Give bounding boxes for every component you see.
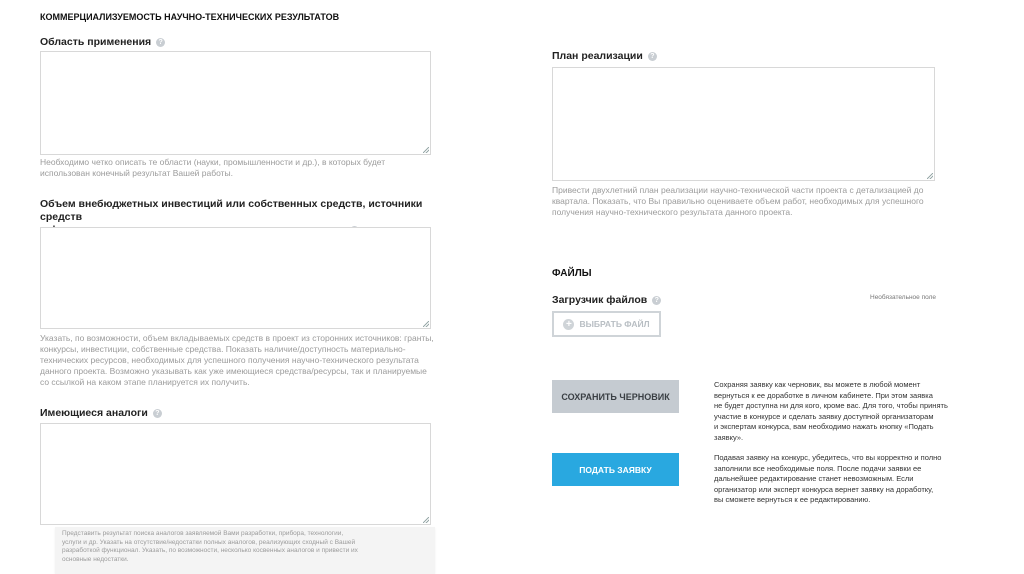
area-textarea[interactable] [40,51,431,155]
resize-handle-icon[interactable] [423,517,429,523]
note-line: заявку». [714,432,744,442]
area-label-text: Область применения [40,36,152,48]
plan-hint [552,185,952,218]
help-icon[interactable]: ? [153,409,162,418]
analogs-field-label [40,407,162,420]
analogs-field-wrapper [40,423,431,525]
note-line: заполнили все необходимые поля. После подачи заявки ее [714,463,922,473]
hint-line: со ссылкой на каком этапе планируется их получить. [40,377,250,387]
note-line: Сохраняя заявку как черновик, вы можете в любой момент [714,380,921,389]
analogs-hint [55,527,435,564]
files-heading: ФАЙЛЫ [552,268,592,279]
area-hint [40,157,440,179]
hint-line: получения научно-технического результата данного проекта. [552,207,793,217]
analogs-hint-card [55,527,435,574]
note-line: участие в конкурсе и сделать заявку доступной организаторам [714,411,934,421]
hint-line: основные недостатки. [62,555,129,563]
area-field-wrapper [40,51,431,155]
choose-file-label: ВЫБРАТЬ ФАЙЛ [579,319,650,329]
help-icon[interactable]: ? [648,52,657,61]
investments-hint [40,333,445,388]
save-draft-button[interactable] [552,380,679,413]
hint-line: данного проекта. Возможно указывать как уже имеющиеся средства/ресурсы, так и планируемые [40,366,427,376]
hint-line: Необходимо четко описать те области (науки, промышленности и др.), в которых будет [40,157,386,167]
choose-file-button[interactable] [552,311,661,337]
hint-line: конкурсы, инвестиции, собственные средства. Показать наличие/доступность материально- [40,344,406,354]
analogs-label-text: Имеющиеся аналоги [40,407,148,419]
submit-label: ПОДАТЬ ЗАЯВКУ [579,464,652,475]
plan-field-wrapper [552,67,935,181]
hint-line: разработкой функционал. Указать, по возможности, несколько косвенных аналогов и привести их [62,547,358,554]
help-icon[interactable]: ? [156,38,165,47]
hint-line: Привести двухлетний план реализации научно-технической части проекта с детализацией до [552,185,924,195]
investments-textarea[interactable] [40,227,431,329]
save-draft-note [714,380,954,443]
note-line: Подавая заявку на конкурс, убедитесь, что вы корректно и полно [714,453,942,462]
hint-line: услуги и др. Указать на отсутствие/недостатки полных аналогов, реализующих сходный с Вашей [62,538,356,546]
hint-line: технических ресурсов, необходимых для успешного получения научно-технического результата [40,355,419,365]
note-line: и экспертам конкурса, вам необходимо нажать кнопку «Подать [714,422,934,431]
uploader-label [552,294,661,307]
plan-label-text: План реализации [552,50,643,62]
note-line: вернуться к ее доработке в личном кабинете. При этом заявка [714,390,933,400]
area-field-label [40,36,165,49]
plan-textarea[interactable] [552,67,935,181]
note-line: организатор или эксперт конкурса вернет заявку на доработку, [714,484,934,494]
help-icon[interactable]: ? [652,296,661,305]
hint-line: использован конечный результат Вашей работы. [40,168,234,178]
resize-handle-icon[interactable] [423,147,429,153]
section-title: КОММЕРЦИАЛИЗУЕМОСТЬ НАУЧНО-ТЕХНИЧЕСКИХ РЕЗУЛЬТАТОВ [40,12,340,22]
plan-field-label [552,50,657,63]
hint-line: квартала. Показать, что Вы правильно оцениваете объем работ, необходимых для успешного [552,196,924,206]
resize-handle-icon[interactable] [927,173,933,179]
resize-handle-icon[interactable] [423,321,429,327]
note-line: дальнейшее редактирование станет невозможным. Если [714,474,914,483]
save-draft-label: СОХРАНИТЬ ЧЕРНОВИК [561,391,670,402]
analogs-textarea[interactable] [40,423,431,525]
note-line: вы сможете вернуться к ее редактированию. [714,495,871,504]
submit-application-button[interactable] [552,453,679,486]
optional-note: Необязательное поле [870,294,936,301]
note-line: не будет доступна ни для кого, кроме вас. Для того, чтобы принять [714,401,948,410]
plus-circle-icon: + [563,319,574,330]
uploader-label-text: Загрузчик файлов [552,294,648,306]
submit-note [714,453,954,506]
investments-label-line: Объем внебюджетных инвестиций или собственных средств, источники средств [40,198,423,223]
hint-line: Представить результат поиска аналогов заявляемой Вами разработки, прибора, технологии, [62,530,344,537]
hint-line: Указать, по возможности, объем вкладываемых средств в проект из сторонних источников: гранты, [40,333,434,343]
investments-field-wrapper [40,227,431,329]
